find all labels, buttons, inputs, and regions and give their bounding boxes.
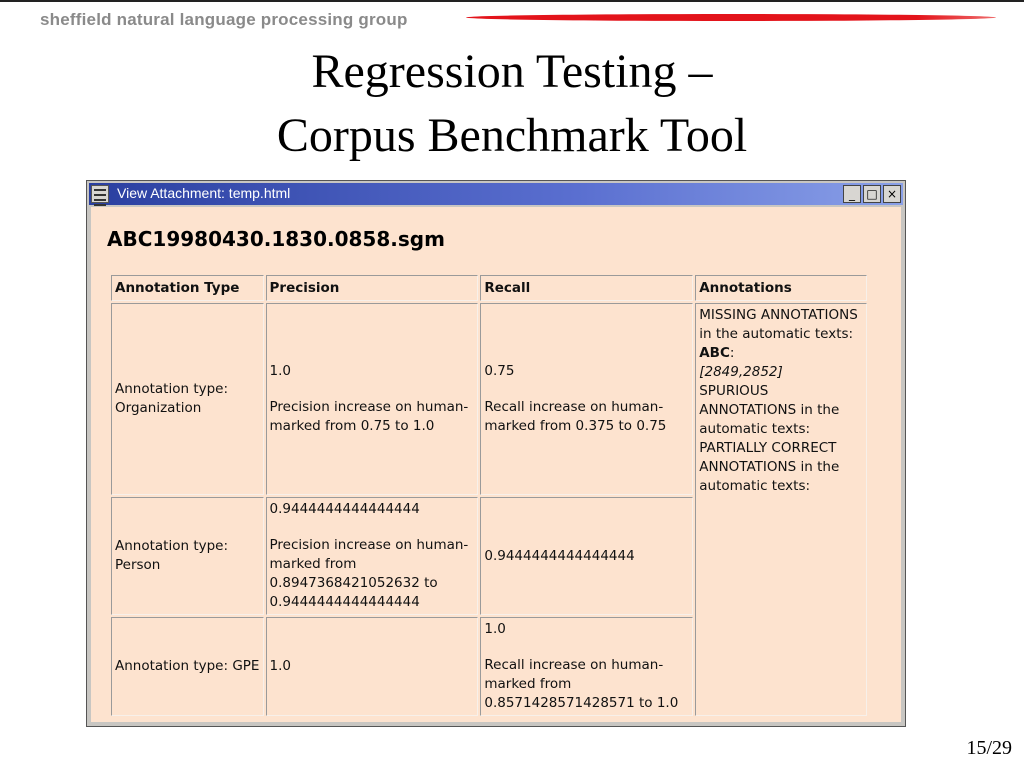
column-header-annotation-type: Annotation Type (111, 275, 264, 301)
recall-cell (480, 617, 693, 716)
annotation-type-cell: Annotation type: Organization (111, 303, 264, 495)
benchmark-table (109, 273, 869, 718)
missing-annotations-text: MISSING ANNOTATIONS in the automatic texts: (699, 307, 858, 342)
precision-value: 1.0 (269, 658, 291, 674)
table-header-row (111, 275, 867, 301)
precision-note: Precision increase on human-marked from 0.8947368421052632 to 0.9444444444444444 (269, 537, 469, 610)
header-red-swoosh (466, 14, 996, 21)
window-content (91, 207, 901, 722)
precision-value: 1.0 (269, 363, 291, 379)
maximize-button[interactable]: □ (863, 185, 881, 203)
precision-cell (266, 303, 479, 495)
document-heading: ABC19980430.1830.0858.sgm (107, 227, 445, 251)
window-menu-icon[interactable] (91, 185, 109, 203)
table-row (111, 303, 867, 495)
recall-note: Recall increase on human-marked from 0.375 to 0.75 (484, 399, 667, 434)
annotations-cell (695, 303, 867, 716)
slide-title-line-2: Corpus Benchmark Tool (276, 109, 748, 162)
column-header-recall: Recall (480, 275, 693, 301)
minimize-button[interactable]: _ (843, 185, 861, 203)
window-titlebar[interactable] (89, 183, 903, 205)
precision-note: Precision increase on human-marked from 0.75 to 1.0 (269, 399, 469, 434)
top-rule (0, 0, 1024, 2)
group-logo-text: sheffield natural language processing group (40, 10, 408, 29)
close-button[interactable]: × (883, 185, 901, 203)
recall-value: 1.0 (484, 621, 506, 637)
annotation-type-cell: Annotation type: GPE (111, 617, 264, 716)
recall-value: 0.9444444444444444 (484, 547, 635, 564)
recall-note: Recall increase on human-marked from 0.8571428571428571 to 1.0 (484, 657, 679, 711)
window-title: View Attachment: temp.html (117, 185, 291, 201)
page-number: 15/29 (966, 737, 1012, 759)
recall-cell (480, 497, 693, 615)
slide-title (0, 40, 1024, 168)
annotation-type-cell: Annotation type: Person (111, 497, 264, 615)
slide-title-line-1: Regression Testing – (311, 45, 713, 98)
window-controls (843, 185, 901, 203)
missing-annotation-span: [2849,2852] (699, 364, 783, 380)
recall-cell (480, 303, 693, 495)
precision-cell (266, 617, 479, 716)
spurious-annotations-text: SPURIOUS ANNOTATIONS in the automatic texts: (699, 383, 840, 437)
missing-annotation-colon: : (729, 345, 735, 361)
partially-correct-annotations-text: PARTIALLY CORRECT ANNOTATIONS in the automatic texts: (699, 440, 840, 494)
missing-annotation-link[interactable]: ABC (699, 345, 730, 361)
column-header-precision: Precision (266, 275, 479, 301)
recall-value: 0.75 (484, 363, 515, 379)
column-header-annotations: Annotations (695, 275, 867, 301)
precision-value: 0.9444444444444444 (269, 501, 420, 517)
attachment-window (86, 180, 906, 727)
precision-cell (266, 497, 479, 615)
